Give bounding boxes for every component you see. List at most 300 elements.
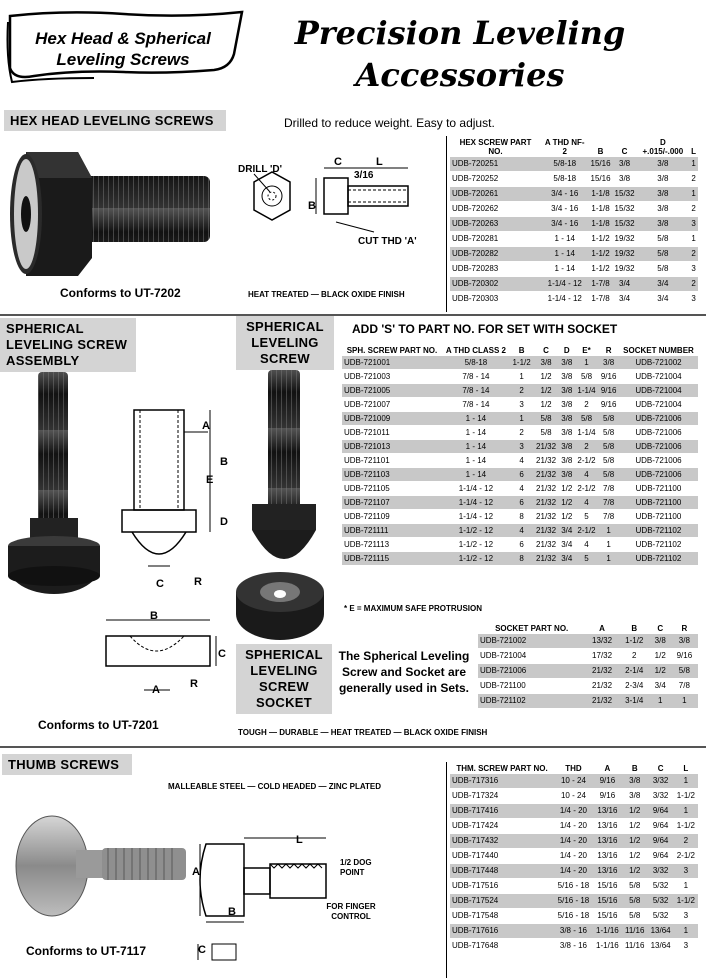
table-cell: 3/8 — [637, 187, 690, 202]
table-row — [478, 694, 698, 709]
table-row — [342, 468, 698, 482]
table-row — [342, 552, 698, 566]
table-cell: 1 — [598, 552, 619, 566]
sph-socket-label: SPHERICAL LEVELING SCREW SOCKET — [236, 644, 332, 714]
table-cell: 13/64 — [648, 939, 674, 954]
table-cell: 1-1/4 — [575, 426, 599, 440]
socket-dim-b: B — [150, 610, 158, 622]
table-row — [450, 157, 698, 172]
table-cell: 15/16 — [589, 172, 613, 187]
table-cell: 3/4 - 16 — [541, 187, 589, 202]
table-cell: 4 — [510, 482, 534, 496]
table-cell: 21/32 — [533, 454, 558, 468]
table-cell: 1-1/16 — [593, 939, 622, 954]
table-cell: 1-1/2 — [589, 247, 613, 262]
table-cell: 19/32 — [613, 262, 637, 277]
table-cell: 15/16 — [593, 894, 622, 909]
table-row — [342, 370, 698, 384]
table-cell: 2-1/4 — [619, 664, 650, 679]
table-cell: 1 — [510, 370, 534, 384]
section-divider — [0, 314, 706, 316]
table-cell: 1/2 — [622, 834, 648, 849]
table-cell: 1-1/8 — [589, 187, 613, 202]
table-cell: 21/32 — [533, 538, 558, 552]
part-number-cell: UDB-721004 — [478, 649, 585, 664]
table-row — [342, 384, 698, 398]
table-cell: 1 — [674, 879, 698, 894]
dog-point-label: 1/2 DOG POINT — [340, 858, 372, 877]
column-header: THD — [565, 764, 582, 773]
table-cell: 21/32 — [533, 468, 558, 482]
table-cell: 9/64 — [648, 804, 674, 819]
page-title — [270, 12, 650, 96]
part-number-cell: UDB-720302 — [450, 277, 541, 292]
part-number-cell: UDB-717648 — [450, 939, 554, 954]
hex-table-rule — [446, 136, 447, 312]
part-number-cell: UDB-721013 — [342, 440, 442, 454]
table-cell: 3/8 - 16 — [554, 939, 593, 954]
table-cell: 9/64 — [648, 834, 674, 849]
sph-assembly-photo — [8, 370, 118, 610]
table-cell: 21/32 — [533, 524, 558, 538]
table-cell: 13/16 — [593, 864, 622, 879]
table-cell: 1/2 — [622, 804, 648, 819]
thumb-heading: THUMB SCREWS — [2, 754, 132, 775]
table-row — [342, 412, 698, 426]
table-row — [478, 634, 698, 649]
part-number-cell: UDB-721103 — [342, 468, 442, 482]
table-cell: 3/8 — [622, 789, 648, 804]
table-cell: 5/16 - 18 — [554, 894, 593, 909]
table-header — [478, 624, 698, 634]
sph-footnote: * E = MAXIMUM SAFE PROTRUSION — [344, 604, 483, 613]
part-number-cell: UDB-720282 — [450, 247, 541, 262]
dim-b: B — [308, 200, 316, 212]
part-number-cell: UDB-717440 — [450, 849, 554, 864]
column-header: A — [599, 624, 605, 633]
table-row — [342, 538, 698, 552]
table-cell: 1 — [689, 187, 698, 202]
table-cell: 3/4 — [613, 277, 637, 292]
table-cell: 6 — [510, 538, 534, 552]
socket-dim-r: R — [190, 678, 198, 690]
title-line1: Precision Leveling — [294, 14, 626, 52]
table-cell: 2-3/4 — [619, 679, 650, 694]
table-cell: UDB-721004 — [619, 384, 698, 398]
column-header: B — [631, 764, 638, 773]
part-number-cell: UDB-721006 — [478, 664, 585, 679]
part-number-cell: UDB-721101 — [342, 454, 442, 468]
table-cell: 1 - 14 — [442, 426, 510, 440]
table-cell: 5/8 — [671, 664, 698, 679]
table-cell: 1/2 — [622, 849, 648, 864]
table-cell: 3-1/4 — [619, 694, 650, 709]
table-cell: 1/2 — [559, 482, 575, 496]
table-header — [450, 138, 698, 157]
table-cell: 2-1/2 — [674, 849, 698, 864]
table-cell: 3 — [674, 939, 698, 954]
thumb-material: MALLEABLE STEEL — COLD HEADED — ZINC PLATED — [168, 782, 382, 791]
table-cell: 1/4 - 20 — [554, 849, 593, 864]
table-cell: 1-1/2 - 12 — [442, 524, 510, 538]
column-header: B — [518, 346, 525, 355]
table-cell: 1-1/8 — [589, 217, 613, 232]
table-cell: 2-1/2 — [575, 524, 599, 538]
table-cell: 5/8 — [637, 262, 690, 277]
table-cell: 2 — [510, 384, 534, 398]
table-cell: 1-1/2 — [589, 232, 613, 247]
column-header: R — [605, 346, 612, 355]
table-cell: 13/32 — [585, 634, 618, 649]
table-cell: 9/16 — [671, 649, 698, 664]
table-header — [342, 346, 698, 356]
table-cell: 6 — [510, 468, 534, 482]
table-row — [450, 232, 698, 247]
table-row — [450, 292, 698, 307]
column-header: D — [563, 346, 570, 355]
table-cell: 3/4 — [613, 292, 637, 307]
table-cell: 3/8 — [613, 172, 637, 187]
table-cell: 5/8 — [598, 412, 619, 426]
table-row — [450, 879, 698, 894]
table-cell: UDB-721100 — [619, 482, 698, 496]
table-cell: 1-1/4 - 12 — [541, 292, 589, 307]
part-number-cell: UDB-721111 — [342, 524, 442, 538]
column-header: SPH. SCREW PART NO. — [346, 346, 438, 355]
hex-spec-table — [450, 138, 698, 306]
table-cell: 3 — [689, 292, 698, 307]
table-cell: 6 — [510, 496, 534, 510]
table-cell: 3/8 — [559, 454, 575, 468]
part-number-cell: UDB-720262 — [450, 202, 541, 217]
sph-dim-b: B — [220, 456, 228, 468]
table-cell: 5/16 - 18 — [554, 879, 593, 894]
table-cell: 15/16 — [593, 879, 622, 894]
part-number-cell: UDB-721113 — [342, 538, 442, 552]
table-cell: 21/32 — [533, 482, 558, 496]
table-row — [450, 804, 698, 819]
table-cell: 1/4 - 20 — [554, 819, 593, 834]
table-cell: 5/32 — [648, 909, 674, 924]
table-cell: 1 — [674, 924, 698, 939]
table-cell: 7/8 — [598, 510, 619, 524]
part-number-cell: UDB-717548 — [450, 909, 554, 924]
part-number-cell: UDB-721107 — [342, 496, 442, 510]
socket-spec-table — [478, 624, 698, 708]
table-cell: 5/8 — [533, 412, 558, 426]
table-cell: UDB-721006 — [619, 468, 698, 482]
table-cell: 3 — [689, 262, 698, 277]
table-cell: 3 — [674, 864, 698, 879]
table-cell: 5/8 — [598, 454, 619, 468]
title-line2: Accessories — [355, 56, 565, 94]
table-cell: 7/8 — [671, 679, 698, 694]
table-cell: 1 - 14 — [541, 232, 589, 247]
table-cell: 1-1/16 — [593, 924, 622, 939]
part-number-cell: UDB-717616 — [450, 924, 554, 939]
sph-socket-drawing — [96, 610, 226, 706]
sph-screw-photo — [246, 368, 326, 568]
table-cell: 1-1/2 - 12 — [442, 538, 510, 552]
table-cell: 9/64 — [648, 849, 674, 864]
table-cell: 5/8 — [575, 412, 599, 426]
table-row — [450, 217, 698, 232]
part-number-cell: UDB-717324 — [450, 789, 554, 804]
table-cell: 2 — [619, 649, 650, 664]
table-cell: 5/32 — [648, 894, 674, 909]
column-header: L — [691, 147, 696, 156]
table-cell: 2 — [689, 247, 698, 262]
table-cell: 5/8 — [598, 468, 619, 482]
column-header: L — [683, 764, 689, 773]
table-cell: 1-1/2 — [589, 262, 613, 277]
table-cell: 11/16 — [622, 939, 648, 954]
table-row — [450, 834, 698, 849]
table-cell: 3 — [510, 440, 534, 454]
table-row — [450, 172, 698, 187]
banner-text — [18, 28, 228, 70]
table-row — [450, 277, 698, 292]
table-cell: 11/16 — [622, 924, 648, 939]
part-number-cell: UDB-720251 — [450, 157, 541, 172]
part-number-cell: UDB-721001 — [342, 356, 442, 370]
table-cell: 1-1/4 — [575, 384, 599, 398]
table-cell: UDB-721006 — [619, 454, 698, 468]
table-cell: 3/8 — [637, 157, 690, 172]
column-header: R — [681, 624, 688, 633]
table-cell: UDB-721102 — [619, 552, 698, 566]
hex-conforms: Conforms to UT-7202 — [60, 286, 181, 300]
column-header: A — [604, 764, 611, 773]
table-cell: 3/8 — [559, 398, 575, 412]
sph-dim-c: C — [156, 578, 164, 590]
table-cell: 2 — [689, 172, 698, 187]
table-cell: 1-1/2 — [674, 894, 698, 909]
table-row — [450, 202, 698, 217]
table-cell: 9/64 — [648, 819, 674, 834]
table-cell: 1/2 — [533, 384, 558, 398]
table-cell: 3 — [674, 909, 698, 924]
sph-dim-r: R — [194, 576, 202, 588]
table-row — [450, 819, 698, 834]
part-number-cell: UDB-720281 — [450, 232, 541, 247]
table-cell: UDB-721006 — [619, 412, 698, 426]
table-cell: 5/8-18 — [541, 157, 589, 172]
thumb-dim-c: C — [198, 944, 206, 956]
column-header: D +.015/-.000 — [642, 138, 684, 156]
part-number-cell: UDB-721105 — [342, 482, 442, 496]
table-cell: 1-1/2 — [510, 356, 534, 370]
thumb-dim-b: B — [228, 906, 236, 918]
dim-c: C — [334, 156, 342, 168]
table-cell: 5 — [575, 552, 599, 566]
table-cell: 3/8 — [559, 440, 575, 454]
drill-label: DRILL 'D' — [238, 164, 283, 175]
part-number-cell: UDB-721005 — [342, 384, 442, 398]
sph-dim-a: A — [202, 420, 210, 432]
table-cell: 13/16 — [593, 819, 622, 834]
table-cell: 21/32 — [585, 664, 618, 679]
table-row — [450, 187, 698, 202]
column-header: HEX SCREW PART NO. — [459, 138, 532, 156]
table-cell: 1 — [598, 524, 619, 538]
table-cell: 3/32 — [648, 774, 674, 789]
table-row — [342, 426, 698, 440]
add-s-note: ADD 'S' TO PART NO. FOR SET WITH SOCKET — [352, 322, 618, 336]
table-cell: 3/8 — [559, 370, 575, 384]
table-row — [450, 774, 698, 789]
table-cell: 1-1/4 - 12 — [442, 510, 510, 524]
column-header: A THD NF-2 — [544, 138, 585, 156]
table-row — [450, 924, 698, 939]
table-cell: 1 — [689, 157, 698, 172]
table-cell: 5/8 — [598, 440, 619, 454]
table-cell: 5/8 — [598, 426, 619, 440]
table-cell: 9/16 — [598, 384, 619, 398]
part-number-cell: UDB-721002 — [478, 634, 585, 649]
table-cell: 3/8 — [613, 157, 637, 172]
table-cell: 5/8 — [533, 426, 558, 440]
table-row — [478, 679, 698, 694]
table-cell: 1-1/4 - 12 — [541, 277, 589, 292]
table-cell: 1/2 — [650, 664, 671, 679]
table-cell: 3/8 - 16 — [554, 924, 593, 939]
finger-control-label: FOR FINGER CONTROL — [326, 902, 376, 921]
table-cell: 5 — [575, 510, 599, 524]
table-cell: 2 — [689, 277, 698, 292]
part-number-cell: UDB-721011 — [342, 426, 442, 440]
table-cell: 13/16 — [593, 834, 622, 849]
table-cell: 1 - 14 — [442, 440, 510, 454]
table-cell: 3 — [510, 398, 534, 412]
table-cell: 3/4 — [559, 538, 575, 552]
table-cell: 3/8 — [622, 774, 648, 789]
part-number-cell: UDB-721102 — [478, 694, 585, 709]
table-cell: 1/2 — [622, 864, 648, 879]
table-cell: 15/32 — [613, 202, 637, 217]
table-cell: 8 — [510, 552, 534, 566]
table-cell: 1/2 — [650, 649, 671, 664]
hex-screw-photo — [8, 148, 218, 278]
table-cell: 1 - 14 — [442, 454, 510, 468]
sph-socket-photo — [234, 568, 326, 642]
table-cell: 13/16 — [593, 849, 622, 864]
sph-assembly-drawing — [118, 406, 228, 592]
table-cell: 3/8 — [637, 202, 690, 217]
table-cell: 1-1/4 - 12 — [442, 482, 510, 496]
table-cell: 7/8 - 14 — [442, 398, 510, 412]
table-cell: 5/8 — [637, 232, 690, 247]
part-number-cell: UDB-720303 — [450, 292, 541, 307]
sph-dim-e: E — [206, 474, 214, 486]
table-cell: 1-1/2 - 12 — [442, 552, 510, 566]
table-row — [450, 789, 698, 804]
table-cell: 2-1/2 — [575, 454, 599, 468]
table-header — [450, 764, 698, 774]
table-cell: 1-1/4 - 12 — [442, 496, 510, 510]
table-cell: 3/8 — [533, 356, 558, 370]
table-cell: UDB-721102 — [619, 538, 698, 552]
table-cell: 1-1/2 — [619, 634, 650, 649]
part-number-cell: UDB-717316 — [450, 774, 554, 789]
part-number-cell: UDB-717432 — [450, 834, 554, 849]
column-header: SOCKET NUMBER — [623, 346, 694, 355]
table-cell: 13/16 — [593, 804, 622, 819]
table-cell: 5/8 — [622, 909, 648, 924]
part-number-cell: UDB-717516 — [450, 879, 554, 894]
table-cell: 5/16 - 18 — [554, 909, 593, 924]
table-cell: 1-1/2 — [674, 789, 698, 804]
table-row — [450, 909, 698, 924]
table-cell: 1-7/8 — [589, 292, 613, 307]
table-cell: 1 — [674, 774, 698, 789]
hex-finish: HEAT TREATED — BLACK OXIDE FINISH — [248, 290, 405, 299]
table-cell: UDB-721100 — [619, 510, 698, 524]
socket-dim-a: A — [152, 684, 160, 696]
column-header: THM. SCREW PART NO. — [456, 764, 548, 773]
part-number-cell: UDB-721100 — [478, 679, 585, 694]
table-row — [450, 864, 698, 879]
table-cell: 5/32 — [648, 879, 674, 894]
sph-dim-d: D — [220, 516, 228, 528]
table-cell: 1/4 - 20 — [554, 864, 593, 879]
table-cell: 15/32 — [613, 217, 637, 232]
table-cell: 2 — [575, 398, 599, 412]
table-cell: 9/16 — [593, 774, 622, 789]
table-cell: 3/8 — [559, 426, 575, 440]
table-cell: 10 - 24 — [554, 789, 593, 804]
table-cell: 1/2 — [533, 398, 558, 412]
table-row — [342, 482, 698, 496]
part-number-cell: UDB-721003 — [342, 370, 442, 384]
table-cell: 1/2 — [622, 819, 648, 834]
table-cell: 1/2 — [559, 510, 575, 524]
table-cell: 3/8 — [559, 384, 575, 398]
table-cell: 1/4 - 20 — [554, 834, 593, 849]
table-cell: 17/32 — [585, 649, 618, 664]
table-cell: 3/8 — [671, 634, 698, 649]
table-row — [342, 496, 698, 510]
table-cell: 4 — [575, 538, 599, 552]
table-cell: 1 — [674, 804, 698, 819]
table-cell: 3/4 — [559, 524, 575, 538]
sph-conforms: Conforms to UT-7201 — [38, 718, 159, 732]
sph-finish: TOUGH — DURABLE — HEAT TREATED — BLACK OXIDE FINISH — [238, 728, 488, 737]
column-header: SOCKET PART NO. — [495, 624, 569, 633]
table-cell: UDB-721002 — [619, 356, 698, 370]
table-row — [478, 649, 698, 664]
table-cell: UDB-721102 — [619, 524, 698, 538]
table-cell: 1 — [598, 538, 619, 552]
table-cell: 9/16 — [593, 789, 622, 804]
table-row — [342, 454, 698, 468]
table-cell: 1/2 — [559, 496, 575, 510]
part-number-cell: UDB-720252 — [450, 172, 541, 187]
thumb-dim-a: A — [192, 866, 200, 878]
table-cell: 3/8 — [559, 468, 575, 482]
table-cell: 3/32 — [648, 864, 674, 879]
table-cell: 15/16 — [589, 157, 613, 172]
table-cell: 3/4 — [637, 277, 690, 292]
table-cell: 3/8 — [637, 172, 690, 187]
table-cell: 21/32 — [533, 496, 558, 510]
column-header: A THD CLASS 2 — [445, 346, 506, 355]
table-cell: 21/32 — [585, 694, 618, 709]
table-row — [450, 262, 698, 277]
table-row — [450, 894, 698, 909]
table-cell: 2 — [575, 440, 599, 454]
table-row — [342, 510, 698, 524]
